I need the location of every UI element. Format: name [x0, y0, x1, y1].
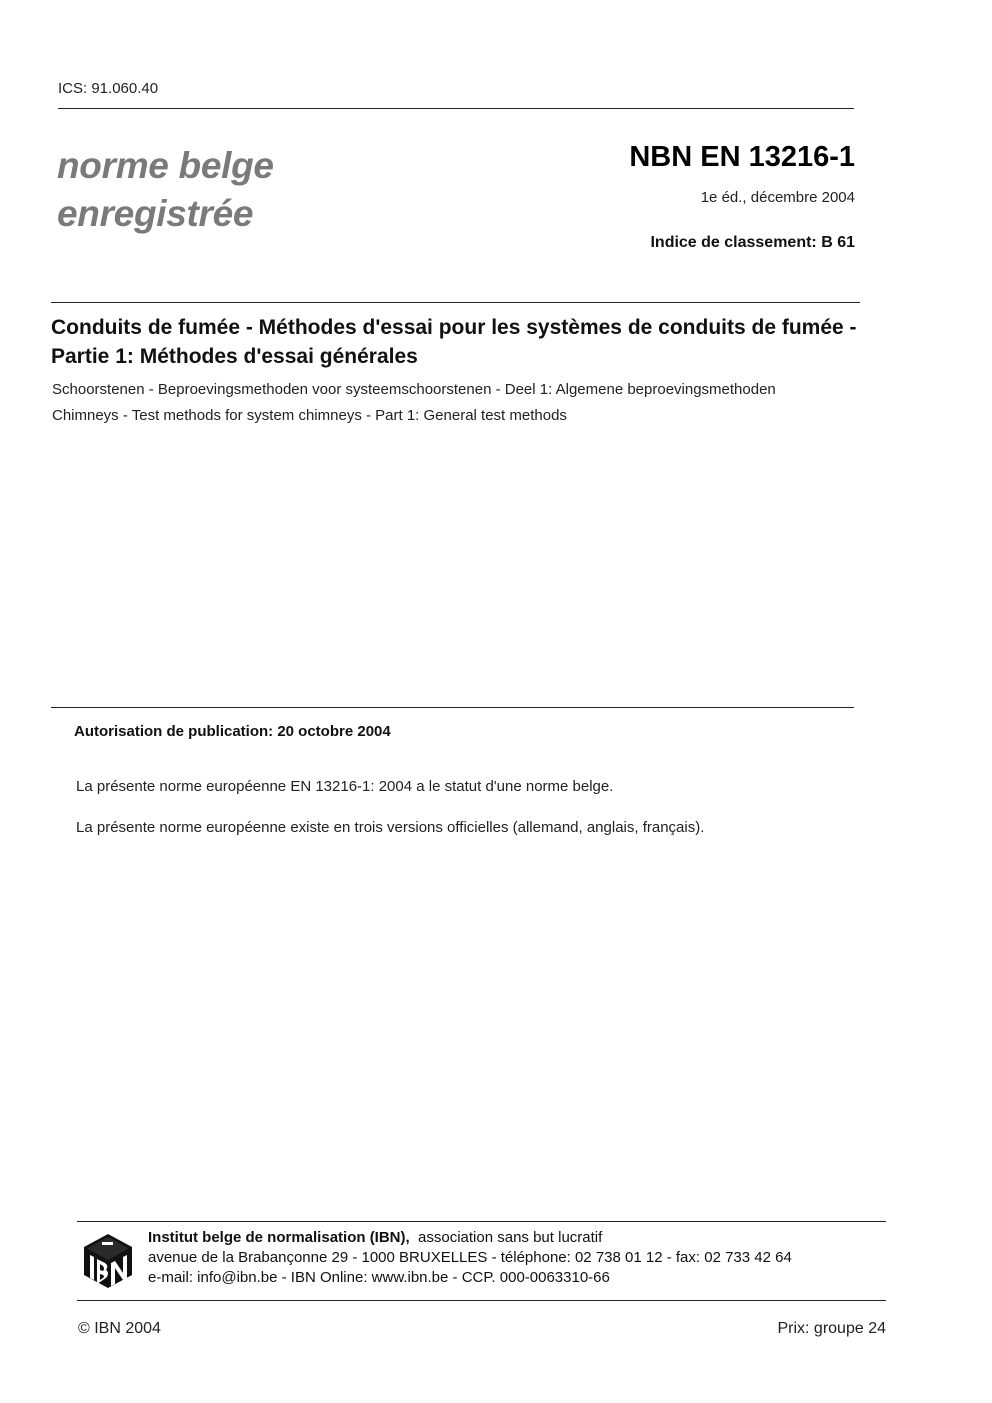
- publication-authorization: Autorisation de publication: 20 octobre 2004: [74, 723, 391, 740]
- document-title-french: Conduits de fumée - Méthodes d'essai pour les systèmes de conduits de fumée - Partie 1: Méthodes d'essai générales: [51, 316, 857, 368]
- ibn-logo-icon: [82, 1233, 134, 1289]
- institute-address: avenue de la Brabançonne 29 - 1000 BRUXELLES - téléphone: 02 738 01 12 - fax: 02 733 42 64: [148, 1249, 792, 1266]
- publication-divider: [51, 707, 854, 708]
- footer-top-divider: [77, 1221, 886, 1222]
- institute-heading: [148, 1228, 792, 1248]
- institute-contact: [148, 1228, 792, 1288]
- document-title-english: Chimneys - Test methods for system chimneys - Part 1: General test methods: [52, 407, 567, 424]
- title-divider: [51, 302, 860, 303]
- standard-number: NBN EN 13216-1: [629, 141, 855, 173]
- institute-online: e-mail: info@ibn.be - IBN Online: www.ibn.be - CCP. 000-0063310-66: [148, 1269, 610, 1286]
- brand-title: [57, 142, 274, 238]
- brand-line-2: enregistrée: [57, 193, 254, 234]
- versions-paragraph: La présente norme européenne existe en trois versions officielles (allemand, anglais, français).: [76, 819, 705, 836]
- institute-description: association sans but lucratif: [418, 1229, 603, 1246]
- institute-name: Institut belge de normalisation (IBN),: [148, 1229, 410, 1246]
- brand-line-1: norme belge: [57, 145, 274, 186]
- edition-date: 1e éd., décembre 2004: [700, 189, 855, 206]
- status-paragraph: La présente norme européenne EN 13216-1: 2004 a le statut d'une norme belge.: [76, 778, 614, 795]
- header-divider: [58, 108, 854, 109]
- classification-index: Indice de classement: B 61: [650, 234, 855, 251]
- price-group: Prix: groupe 24: [777, 1320, 886, 1337]
- footer-bottom-divider: [77, 1300, 886, 1301]
- ics-code: ICS: 91.060.40: [58, 80, 159, 97]
- document-title-dutch: Schoorstenen - Beproevingsmethoden voor systeemschoorstenen - Deel 1: Algemene beproevingsmethoden: [52, 381, 776, 398]
- copyright: © IBN 2004: [78, 1320, 161, 1337]
